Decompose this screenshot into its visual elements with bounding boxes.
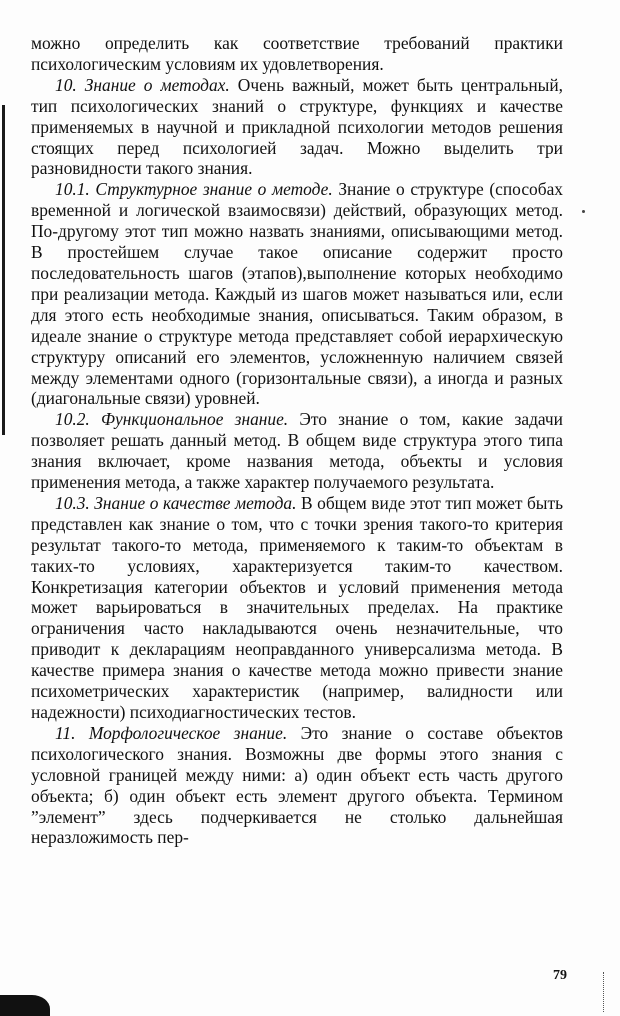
paragraph-body: В общем виде этот тип может быть представлен как знание о том, что с точки зрения такого-то критерия результат такого-то метода, применяемого к таким-то объектам в таких-то условиях, характеризуется таким-то качеством. Конкретизация категории объектов и условий применения метода может варьироваться в значительных пределах. На практике ограничения часто накладываются очень незначительные, что приводит к декларациям неоправданного универсализма метода. В качестве примера знания о качестве метода можно привести знание психометрических характеристик (например, валидности или надежности) психодиагностических тестов. [31, 492, 564, 722]
paragraph-structural-knowledge [31, 179, 563, 409]
paragraph-heading: 10.2. Функциональное знание. [55, 409, 289, 430]
paragraph-body: Очень важный, может быть центральный, тип психологических знаний о структуре, функциях и качестве применяемых в научной и прикладной психологии методов решения стоящих перед психологией задач. Можно выделить три разновидности такого знания. [31, 74, 564, 179]
paragraph-body: Это знание о том, какие задачи позволяет решать данный метод. В общем виде структура этого типа знания включает, кроме названия метода, объекты и условия применения метода, а также характер получаемого результата. [31, 409, 563, 493]
paragraph-continuation [31, 33, 563, 75]
scan-speck [582, 210, 585, 213]
paragraph-body: Это знание о составе объектов психологического знания. Возможны две формы этого знания с условной границей между ними: а) один объект есть часть другого объекта; б) один объект есть элемент другого объекта. Термином ”элемент” здесь подчеркивается не столько дальнейшая неразложимость пер- [31, 722, 564, 848]
paragraph-body: можно определить как соответствие требований практики психологическим условиям их удовлетворения. [31, 33, 563, 74]
paragraph-heading: 10.3. Знание о качестве метода. [55, 492, 297, 513]
scan-left-edge-line [2, 105, 5, 435]
paragraph-morphological-knowledge [31, 723, 563, 848]
paragraph-heading: 10.1. Структурное знание о методе. [55, 179, 333, 200]
scan-corner-smudge [0, 995, 50, 1016]
paragraph-knowledge-of-methods [31, 75, 563, 180]
paragraph-functional-knowledge [31, 409, 563, 493]
paragraph-quality-knowledge [31, 493, 563, 723]
paragraph-body: Знание о структуре (способах временной и логической взаимосвязи) действий, образующих метод. По-другому этот тип можно назвать знаниями, описывающими метод. В простейшем случае такое описание содержит просто последовательность шагов (этапов),выполнение которых необходимо при реализации метода. Каждый из шагов может называться или, если для этого есть необходимые знания, описываться. Таким образом, в идеале знание о структуре метода представляет собой иерархическую структуру описаний его элементов, усложненную наличием связей между элементами одного (горизонтальные связи), а иногда и разных (диагональные связи) уровней. [31, 179, 563, 409]
page-text [31, 33, 563, 848]
page-number: 79 [553, 968, 567, 983]
paragraph-heading: 10. Знание о методах. [55, 74, 230, 95]
scan-edge-marks [603, 972, 610, 1012]
paragraph-heading: 11. Морфологическое знание. [55, 722, 288, 743]
